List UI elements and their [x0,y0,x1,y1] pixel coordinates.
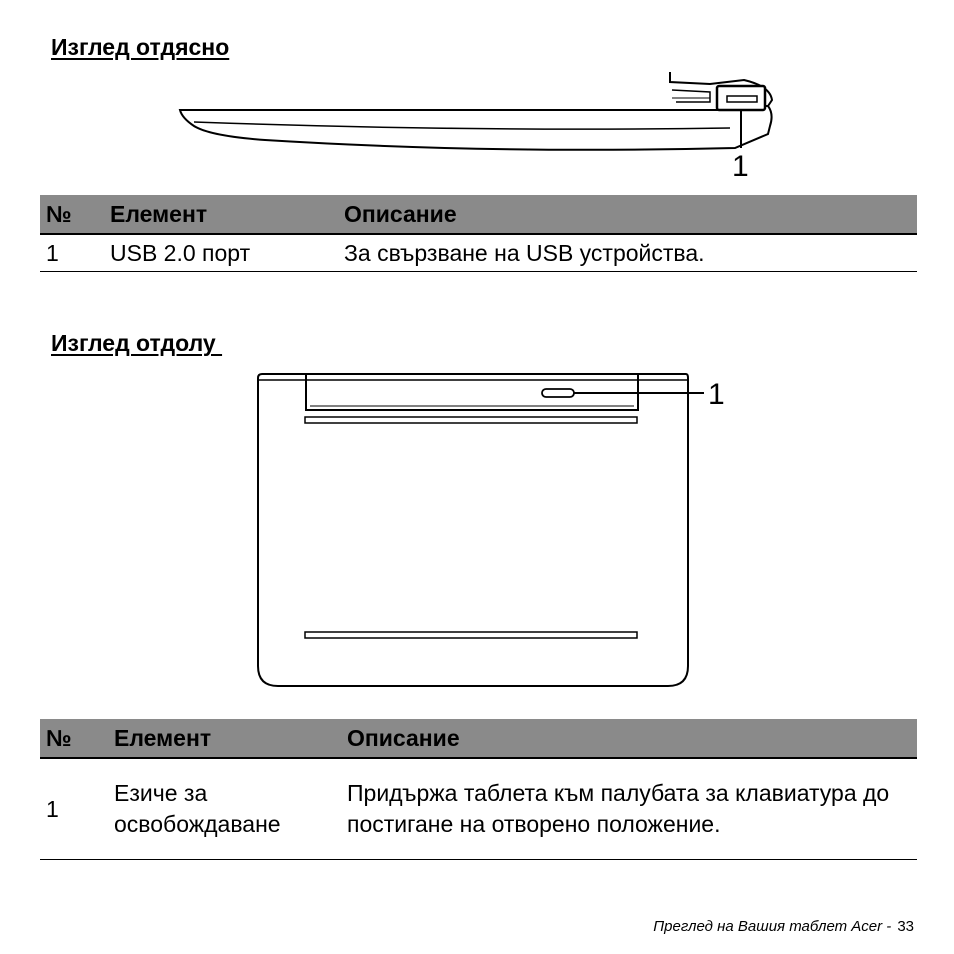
callout-usb-port: 1 [732,150,749,183]
cell-description: За свързване на USB устройства. [338,234,917,272]
cell-number: 1 [40,758,108,860]
section-heading-right-view: Изглед отдясно [51,34,230,60]
header-element: Елемент [104,195,338,234]
page-footer [653,918,914,935]
cell-element: Езиче за освобождаване [108,758,341,860]
header-number: № [40,719,108,758]
header-description: Описание [341,719,917,758]
cell-description: Придържа таблета към палубата за клавиатура до постигане на отворено положение. [341,758,917,860]
right-view-table [40,195,917,272]
bottom-view-illustration [250,370,740,694]
header-number: № [40,195,104,234]
callout-release-latch: 1 [708,378,725,411]
table-header-row [40,719,917,758]
header-element: Елемент [108,719,341,758]
header-description: Описание [338,195,917,234]
cell-element: USB 2.0 порт [104,234,338,272]
table-row [40,758,917,860]
cell-number: 1 [40,234,104,272]
footer-text: Преглед на Вашия таблет Acer - [653,918,892,935]
table-header-row [40,195,917,234]
bottom-view-table [40,719,917,860]
right-side-view-illustration [170,68,790,183]
section-heading-bottom-view: Изглед отдолу [51,330,223,356]
page-number: 33 [897,918,914,935]
table-row [40,234,917,272]
